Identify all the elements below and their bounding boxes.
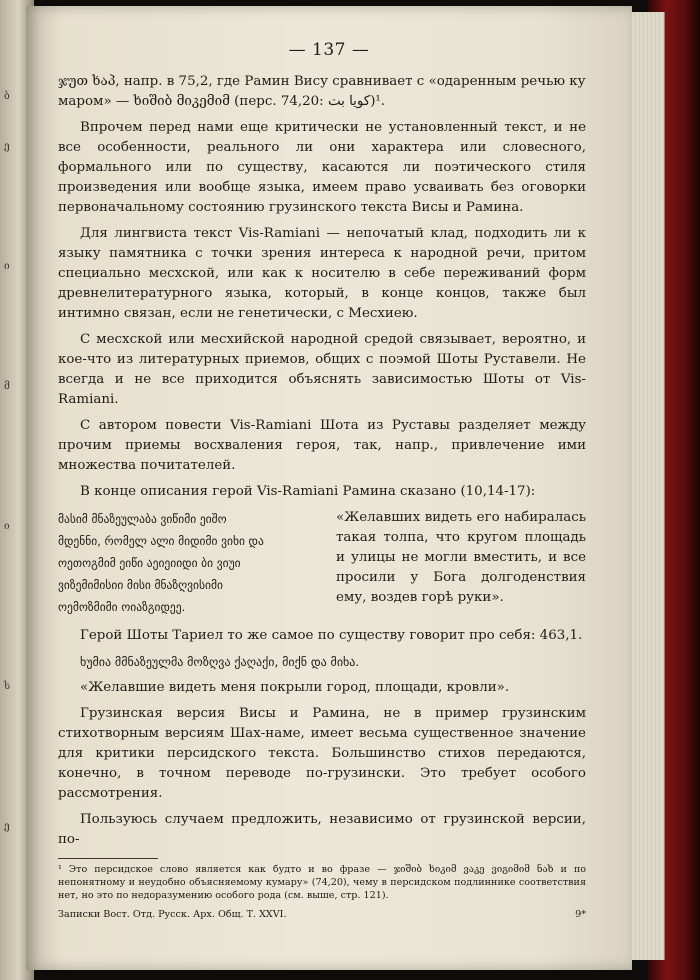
text-line [58, 72, 586, 112]
georgian-verse-line: მდენნი, რომელ ალი მიდიმი ვიხი და [58, 534, 264, 548]
facing-page-fragment: ი [4, 261, 10, 272]
georgian-verse-line: ვიზემიმისიი მისი მნაზღვისიმი [58, 578, 223, 592]
facing-page-fragment: ბ [4, 91, 10, 102]
georgian-quote: ხუმია მმნაზეულმა მოზღვა ქაღაქი, მიქნ და მიხა. [80, 655, 360, 669]
georgian-verse-line: მასიმ მნაზეულაბა ვიწიმი ეიშო [58, 512, 227, 526]
paragraph-6: Герой Шоты Тариел то же самое по существу говорит про себя: 463,1. [80, 628, 583, 643]
facing-page-fragment: ი [4, 521, 10, 532]
bilingual-quote [58, 508, 586, 618]
page-body [58, 72, 586, 925]
footnote-divider [58, 858, 158, 859]
paragraph-1: Впрочем перед нами еще критически не установленный текст, и не все особенности, реального ли они характера или словесного, формального или по существу, касаются ли поэтического стиля произведения или вообще языка, имеем право усваивать без оговорки первоначальному состоянию грузинского текста Висы и Рамина. [58, 120, 586, 215]
printer-signature: Записки Вост. Отд. Русск. Арх. Общ. Т. XXVI. [58, 909, 287, 920]
georgian-verse-line: ოემოზმიმი ოიაზგიდეე. [58, 600, 186, 614]
georgian-verse [58, 508, 294, 618]
text-line-1: ჯუთ ხაპ, напр. в 75,2, где Рамин Вису сравнивает с «одаренным речью ку [58, 74, 586, 89]
book-page [26, 6, 632, 970]
russian-quote: «Желавшие видеть меня покрыли город, площади, кровли». [80, 680, 510, 695]
georgian-verse-line: ოეთოგმიმ ეიწი აეიეიიდი ბი ვიუი [58, 556, 241, 570]
paragraph-3: С месхской или месхийской народной средой связывает, вероятно, и кое-что из литературных приемов, общих с поэмой Шоты Руставели. Не всегда и не все приходится объяснять зависимостью Шоты от Vis-Ramiani. [58, 332, 586, 407]
paragraph-4: С автором повести Vis-Ramiani Шота из Руставы разделяет между прочим приемы восхваления героя, так, напр., привлечение ими множества почитателей. [58, 418, 586, 473]
footnote: ¹ Это персидское слово является как будто и во фразе — ჯიშიბ ხიკიმ ვაკე ვიგიმიმ ნახ и по непонятному и неудобно объясняемому кумару» (74,20), чему в персидском подлиннике соответствия нет, но это по недоразумению особого рода (см. выше, стр. 121). [58, 864, 586, 901]
page-number: — 137 — [288, 40, 370, 60]
text-line-2: маром» — ხიშიბ მიკემიმ (перс. 74,20: کویا بت)¹. [58, 94, 386, 109]
paragraph-7: Грузинская версия Висы и Рамина, не в пример грузинским стихотворным версиям Шах-наме, имеет весьма существенное значение для критики персидского текста. Большинство стихов передаются, конечно, в точном переводе по-грузински. Это требует особого рассмотрения. [58, 706, 586, 801]
facing-page-fragment: ე [4, 141, 10, 152]
paragraph-8: Пользуюсь случаем предложить, независимо от грузинской версии, по- [58, 812, 586, 847]
signature-line [58, 905, 586, 925]
facing-page-fragment: ს [4, 681, 11, 692]
facing-page-fragment: ე [4, 821, 10, 832]
signature-mark: 9* [575, 909, 586, 920]
paragraph-5: В конце описания герой Vis-Ramiani Рамина сказано (10,14-17): [80, 484, 536, 499]
facing-page-fragment: მ [4, 381, 10, 392]
paragraph-2: Для лингвиста текст Vis-Ramiani — непочатый клад, подходить ли к языку памятника с точки зрения интереса к народной речи, притом специально месхской, или как к носителю в себе переживаний форм древнелитературного языка, который, в конце концов, также был интимно связан, если не генетически, с Месхиею. [58, 226, 586, 321]
russian-translation: «Желавших видеть его набиралась такая толпа, что кругом площадь и улицы не могли вместить, и все просили у Бога долгоденствия ему, воздев горѣ руки». [336, 510, 586, 605]
